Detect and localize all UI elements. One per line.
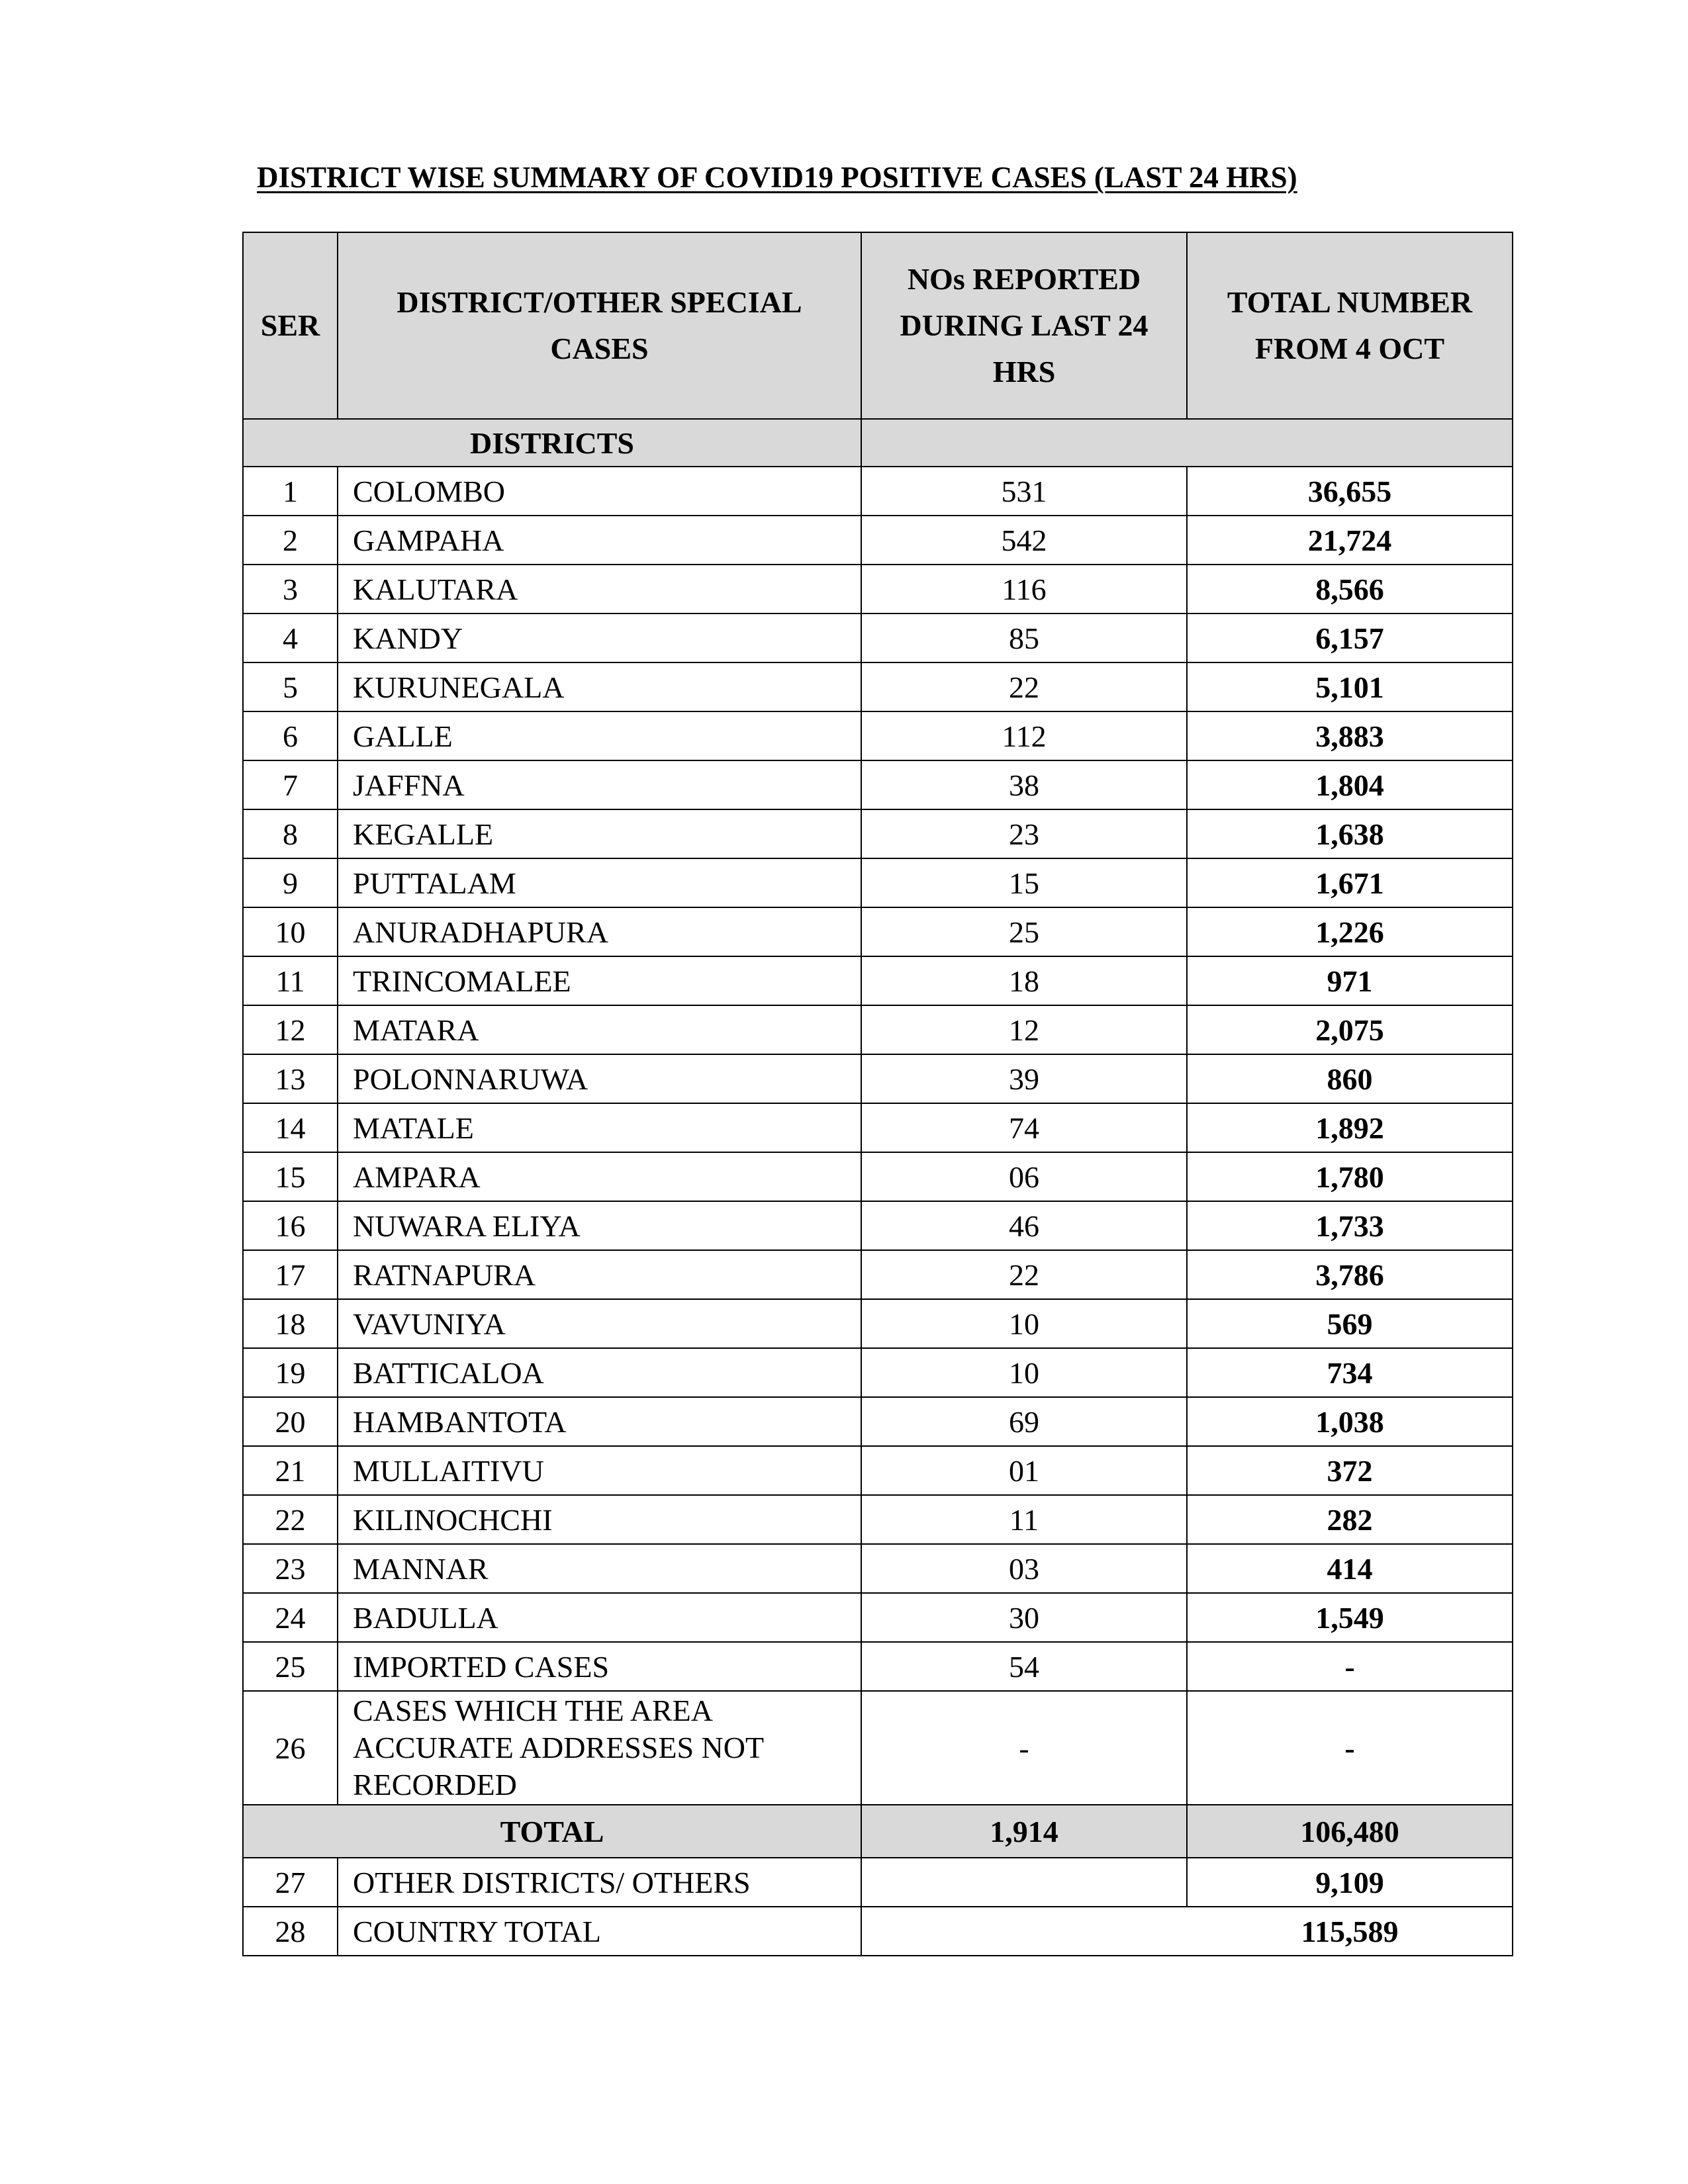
- header-ser: SER: [243, 232, 338, 419]
- table-row: [243, 858, 1513, 907]
- row-ser: 14: [243, 1103, 338, 1152]
- row-reported: 85: [861, 614, 1187, 662]
- row-district: HAMBANTOTA: [338, 1397, 861, 1446]
- others-row: [243, 1858, 1513, 1907]
- table-row: [243, 760, 1513, 809]
- table-row: [243, 467, 1513, 516]
- row-reported: 46: [861, 1201, 1187, 1250]
- row-district: KEGALLE: [338, 809, 861, 858]
- row-reported: 22: [861, 662, 1187, 711]
- table-row: [243, 614, 1513, 662]
- row-total: 8,566: [1187, 565, 1513, 614]
- row-district: VAVUNIYA: [338, 1299, 861, 1348]
- table-row: [243, 662, 1513, 711]
- row-reported: 18: [861, 956, 1187, 1005]
- row-total: 21,724: [1187, 516, 1513, 565]
- row-reported: 23: [861, 809, 1187, 858]
- table-row: [243, 907, 1513, 956]
- row-ser: 25: [243, 1642, 338, 1691]
- row-reported: 06: [861, 1152, 1187, 1201]
- table-row: [243, 565, 1513, 614]
- row-ser: 22: [243, 1495, 338, 1544]
- row-ser: 9: [243, 858, 338, 907]
- row-ser: 28: [243, 1907, 338, 1956]
- row-reported: 542: [861, 516, 1187, 565]
- row-district: COLOMBO: [338, 467, 861, 516]
- total-reported: 1,914: [861, 1805, 1187, 1858]
- row-ser: 3: [243, 565, 338, 614]
- row-district: PUTTALAM: [338, 858, 861, 907]
- row-total: -: [1187, 1691, 1513, 1805]
- row-ser: 2: [243, 516, 338, 565]
- section-row-districts: [243, 419, 1513, 467]
- row-ser: 21: [243, 1446, 338, 1495]
- row-district: MULLAITIVU: [338, 1446, 861, 1495]
- table-row: [243, 1593, 1513, 1642]
- document-title: DISTRICT WISE SUMMARY OF COVID19 POSITIVE CASES (LAST 24 HRS): [257, 161, 1297, 194]
- row-total: 1,804: [1187, 760, 1513, 809]
- row-district: TRINCOMALEE: [338, 956, 861, 1005]
- row-district: KALUTARA: [338, 565, 861, 614]
- row-reported: 01: [861, 1446, 1187, 1495]
- row-ser: 5: [243, 662, 338, 711]
- row-total: 1,638: [1187, 809, 1513, 858]
- row-reported: 116: [861, 565, 1187, 614]
- row-total: 860: [1187, 1054, 1513, 1103]
- table-row: [243, 1152, 1513, 1201]
- row-ser: 6: [243, 711, 338, 760]
- row-total: 1,671: [1187, 858, 1513, 907]
- row-total: 372: [1187, 1446, 1513, 1495]
- section-empty-cell: [861, 419, 1513, 467]
- row-district: MATALE: [338, 1103, 861, 1152]
- table-row: [243, 711, 1513, 760]
- row-ser: 10: [243, 907, 338, 956]
- row-reported: 15: [861, 858, 1187, 907]
- table-header-row: [243, 232, 1513, 419]
- row-district: CASES WHICH THE AREA ACCURATE ADDRESSES NOT RECORDED: [338, 1691, 861, 1805]
- table-row: [243, 1054, 1513, 1103]
- row-district: ANURADHAPURA: [338, 907, 861, 956]
- row-total: 734: [1187, 1348, 1513, 1397]
- row-district: KILINOCHCHI: [338, 1495, 861, 1544]
- row-district: MATARA: [338, 1005, 861, 1054]
- row-district: KANDY: [338, 614, 861, 662]
- row-ser: 23: [243, 1544, 338, 1593]
- row-district: RATNAPURA: [338, 1250, 861, 1299]
- row-total: 5,101: [1187, 662, 1513, 711]
- row-total: 3,786: [1187, 1250, 1513, 1299]
- row-ser: 13: [243, 1054, 338, 1103]
- row-ser: 24: [243, 1593, 338, 1642]
- row-total: 569: [1187, 1299, 1513, 1348]
- row-ser: 20: [243, 1397, 338, 1446]
- row-total: 1,733: [1187, 1201, 1513, 1250]
- row-reported: 10: [861, 1299, 1187, 1348]
- row-district: POLONNARUWA: [338, 1054, 861, 1103]
- covid-summary-table: [242, 232, 1513, 1956]
- row-reported: 39: [861, 1054, 1187, 1103]
- row-reported: 74: [861, 1103, 1187, 1152]
- row-reported: 12: [861, 1005, 1187, 1054]
- row-reported: 25: [861, 907, 1187, 956]
- table-row: [243, 516, 1513, 565]
- row-total: -: [1187, 1642, 1513, 1691]
- header-district: DISTRICT/OTHER SPECIAL CASES: [338, 232, 861, 419]
- table-row: [243, 1544, 1513, 1593]
- table-row: [243, 956, 1513, 1005]
- row-district: NUWARA ELIYA: [338, 1201, 861, 1250]
- row-reported: -: [861, 1691, 1187, 1805]
- row-total: 971: [1187, 956, 1513, 1005]
- table-row: [243, 1005, 1513, 1054]
- row-ser: 15: [243, 1152, 338, 1201]
- row-ser: 4: [243, 614, 338, 662]
- row-ser: 26: [243, 1691, 338, 1805]
- row-district: JAFFNA: [338, 760, 861, 809]
- row-district: MANNAR: [338, 1544, 861, 1593]
- row-total: 282: [1187, 1495, 1513, 1544]
- header-reported: NOs REPORTED DURING LAST 24 HRS: [861, 232, 1187, 419]
- row-total: 115,589: [861, 1907, 1513, 1956]
- row-district: COUNTRY TOTAL: [338, 1907, 861, 1956]
- section-label: DISTRICTS: [243, 419, 861, 467]
- row-total: 414: [1187, 1544, 1513, 1593]
- table-row: [243, 809, 1513, 858]
- table-row: [243, 1446, 1513, 1495]
- row-district: KURUNEGALA: [338, 662, 861, 711]
- row-total: 3,883: [1187, 711, 1513, 760]
- row-reported: 112: [861, 711, 1187, 760]
- row-ser: 17: [243, 1250, 338, 1299]
- row-reported: [861, 1858, 1187, 1907]
- row-reported: 531: [861, 467, 1187, 516]
- row-reported: 30: [861, 1593, 1187, 1642]
- table-row: [243, 1348, 1513, 1397]
- row-ser: 8: [243, 809, 338, 858]
- table-row: [243, 1397, 1513, 1446]
- country-total-row: [243, 1907, 1513, 1956]
- row-ser: 16: [243, 1201, 338, 1250]
- row-total: 6,157: [1187, 614, 1513, 662]
- row-reported: 03: [861, 1544, 1187, 1593]
- row-district: OTHER DISTRICTS/ OTHERS: [338, 1858, 861, 1907]
- row-ser: 27: [243, 1858, 338, 1907]
- row-total: 2,075: [1187, 1005, 1513, 1054]
- table-row: [243, 1299, 1513, 1348]
- row-ser: 11: [243, 956, 338, 1005]
- table-row: [243, 1495, 1513, 1544]
- row-ser: 18: [243, 1299, 338, 1348]
- row-reported: 10: [861, 1348, 1187, 1397]
- row-ser: 7: [243, 760, 338, 809]
- table-row-unrecorded: [243, 1691, 1513, 1805]
- row-reported: 11: [861, 1495, 1187, 1544]
- row-ser: 1: [243, 467, 338, 516]
- row-total: 1,038: [1187, 1397, 1513, 1446]
- row-reported: 22: [861, 1250, 1187, 1299]
- row-ser: 12: [243, 1005, 338, 1054]
- total-label: TOTAL: [243, 1805, 861, 1858]
- row-reported: 38: [861, 760, 1187, 809]
- row-total: 9,109: [1187, 1858, 1513, 1907]
- row-total: 36,655: [1187, 467, 1513, 516]
- row-district: BADULLA: [338, 1593, 861, 1642]
- row-reported: 69: [861, 1397, 1187, 1446]
- row-total: 1,780: [1187, 1152, 1513, 1201]
- row-total: 1,549: [1187, 1593, 1513, 1642]
- row-reported: 54: [861, 1642, 1187, 1691]
- table-row: [243, 1250, 1513, 1299]
- row-district: AMPARA: [338, 1152, 861, 1201]
- total-row: [243, 1805, 1513, 1858]
- row-district: IMPORTED CASES: [338, 1642, 861, 1691]
- row-ser: 19: [243, 1348, 338, 1397]
- total-total: 106,480: [1187, 1805, 1513, 1858]
- header-total: TOTAL NUMBER FROM 4 OCT: [1187, 232, 1513, 419]
- table-row: [243, 1642, 1513, 1691]
- table-row: [243, 1103, 1513, 1152]
- row-total: 1,226: [1187, 907, 1513, 956]
- row-district: BATTICALOA: [338, 1348, 861, 1397]
- table-row: [243, 1201, 1513, 1250]
- row-district: GALLE: [338, 711, 861, 760]
- row-district: GAMPAHA: [338, 516, 861, 565]
- row-total: 1,892: [1187, 1103, 1513, 1152]
